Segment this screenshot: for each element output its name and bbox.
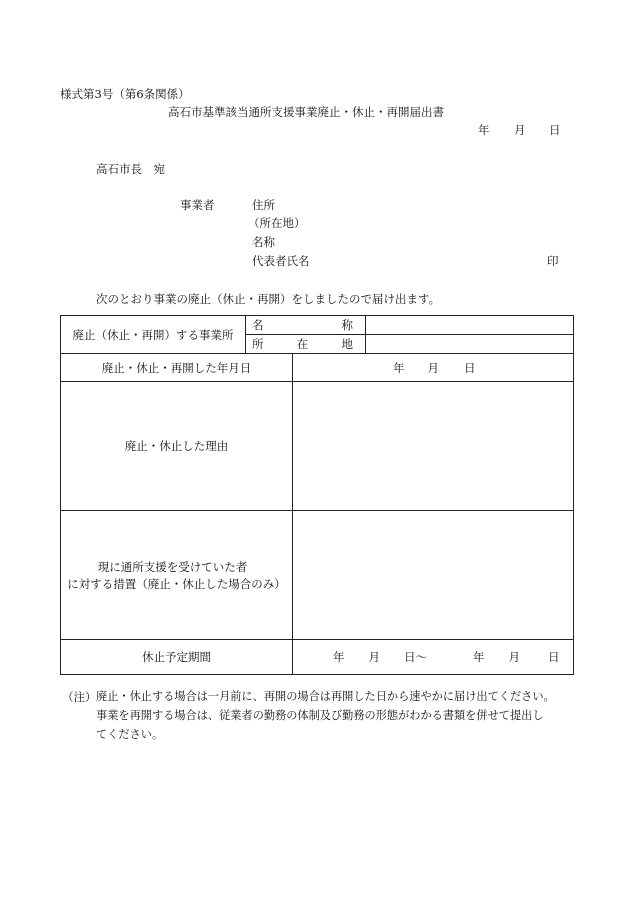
date-month: 月 [427, 360, 439, 375]
business-label: 廃止（休止・再開）する事業所 [72, 327, 234, 342]
note-line-2: 事業を再開する場合は、従業者の勤務の体制及び勤務の形態がわかる書類を併せて提出し [96, 709, 544, 722]
applicant-representative-label: 代表者氏名 [252, 254, 310, 268]
addressee: 高石市長 宛 [96, 162, 165, 176]
date-label: 廃止・休止・再開した年月日 [101, 360, 252, 375]
date-label-cell [61, 354, 293, 382]
period-label: 休止予定期間 [142, 650, 211, 664]
measures-label-cell [61, 511, 293, 640]
location-char-1: 所 [252, 337, 264, 351]
period-start-year: 年 [333, 650, 345, 664]
period-end-month: 月 [508, 650, 520, 664]
date-day: 日 [464, 360, 476, 375]
location-char-3: 地 [341, 337, 353, 351]
reason-label-cell [61, 382, 293, 511]
date-year: 年 [393, 360, 405, 375]
seal-mark: 印 [547, 254, 559, 268]
header-date-year: 年 [478, 123, 490, 137]
form-title: 高石市基準該当通所支援事業廃止・休止・再開届出書 [168, 105, 444, 119]
business-location-label-cell [246, 335, 366, 354]
applicant-label: 事業者 [180, 198, 215, 212]
header-date-month: 月 [514, 123, 526, 137]
period-end-year: 年 [473, 650, 485, 664]
business-name-label-cell [246, 316, 366, 335]
business-label-cell [61, 316, 246, 354]
form-number: 様式第3号（第6条関係） [60, 87, 190, 101]
applicant-location-label: （所在地） [248, 216, 306, 230]
period-label-cell [61, 640, 293, 675]
measures-input[interactable] [293, 511, 574, 640]
applicant-address-label: 住所 [252, 198, 275, 212]
period-tilde: 〜 [415, 650, 427, 664]
period-start-day: 日 [404, 650, 416, 664]
notification-table [60, 315, 574, 675]
date-input[interactable] [293, 354, 574, 382]
note-line-1: 廃止・休止する場合は一月前に、再開の場合は再開した日から速やかに届け出てください。 [96, 690, 555, 703]
period-end-day: 日 [548, 650, 560, 664]
applicant-name-label: 名称 [252, 235, 275, 249]
period-input[interactable] [293, 640, 574, 675]
header-date-day: 日 [549, 123, 561, 137]
measures-label-line-2: に対する措置（廃止・休止した場合のみ） [67, 576, 286, 591]
note-label: （注） [62, 690, 97, 704]
intro-text: 次のとおり事業の廃止（休止・再開）をしましたので届け出ます。 [96, 292, 441, 306]
reason-input[interactable] [293, 382, 574, 511]
measures-label-line-1: 現に通所支援を受けていた者 [97, 559, 248, 574]
business-location-input[interactable] [366, 335, 574, 354]
location-char-2: 在 [296, 337, 309, 351]
name-char-1: 名 [252, 318, 264, 332]
name-char-2: 称 [341, 318, 353, 332]
period-start-month: 月 [368, 650, 380, 664]
business-name-input[interactable] [366, 316, 574, 335]
reason-label: 廃止・休止した理由 [124, 439, 229, 453]
note-line-3: てください。 [96, 728, 164, 741]
